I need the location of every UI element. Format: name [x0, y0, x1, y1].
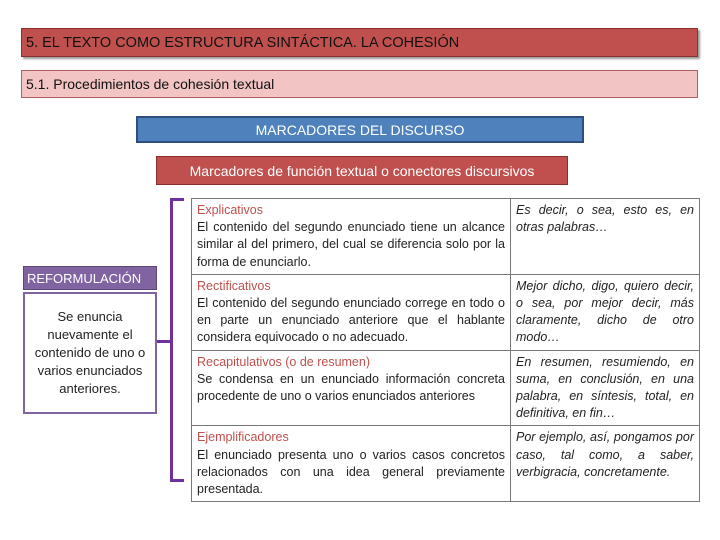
- row-description: El contenido del segundo enunciado correge en todo o en parte un enunciado anteriore que el hablante considera equivocado o no adecuado.: [197, 296, 505, 345]
- section-subtitle-text: 5.1. Procedimientos de cohesión textual: [26, 76, 275, 92]
- reformulacion-description: [23, 292, 157, 414]
- connectors-table: [191, 198, 700, 502]
- marcadores-banner: [136, 116, 584, 143]
- reformulacion-label: [23, 266, 157, 290]
- page-title-text: 5. EL TEXTO COMO ESTRUCTURA SINTÁCTICA. LA COHESIÓN: [26, 34, 460, 51]
- row-examples: Mejor dicho, digo, quiero decir, o sea, por mejor decir, más claramente, dicho de otro modo…: [511, 274, 700, 350]
- grouping-bracket: [170, 198, 184, 482]
- marcadores-banner-text: MARCADORES DEL DISCURSO: [255, 121, 465, 138]
- row-title: Recapitulativos (o de resumen): [197, 354, 370, 369]
- row-title: Rectificativos: [197, 278, 271, 293]
- table-row: [192, 426, 700, 502]
- funcion-textual-banner-text: Marcadores de función textual o conectores discursivos: [189, 162, 535, 179]
- row-description-cell: [192, 426, 511, 502]
- grouping-bracket-connector: [157, 340, 171, 343]
- page-title: [21, 28, 698, 57]
- funcion-textual-banner: [156, 156, 568, 185]
- row-description-cell: [192, 274, 511, 350]
- row-title: Explicativos: [197, 203, 263, 217]
- row-description-cell: [192, 350, 511, 426]
- reformulacion-description-text: Se enuncia nuevamente el contenido de uno o varios enunciados anteriores.: [34, 309, 146, 396]
- row-examples: Es decir, o sea, esto es, en otras palabras…: [511, 199, 700, 275]
- row-description-cell: [192, 199, 511, 275]
- reformulacion-label-text: REFORMULACIÓN: [27, 270, 142, 286]
- row-title: Ejemplificadores: [197, 430, 289, 445]
- row-examples: Por ejemplo, así, pongamos por caso, tal como, a saber, verbigracia, concretamente.: [511, 426, 700, 502]
- row-examples: En resumen, resumiendo, en suma, en conclusión, en una palabra, en síntesis, total, en definitiva, en fin…: [511, 350, 700, 426]
- table-row: [192, 199, 700, 275]
- row-description: El contenido del segundo enunciado tiene un alcance similar al del primero, del cual se diferencia solo por la forma de enunciarlo.: [197, 220, 505, 269]
- row-description: Se condensa en un enunciado información concreta procedente de uno o varios enunciados anteriores: [197, 371, 505, 404]
- table-row: [192, 350, 700, 426]
- row-description: El enunciado presenta uno o varios casos concretos relacionados con una idea general previamente presentada.: [197, 447, 505, 497]
- table-row: [192, 274, 700, 350]
- section-subtitle: [21, 70, 698, 98]
